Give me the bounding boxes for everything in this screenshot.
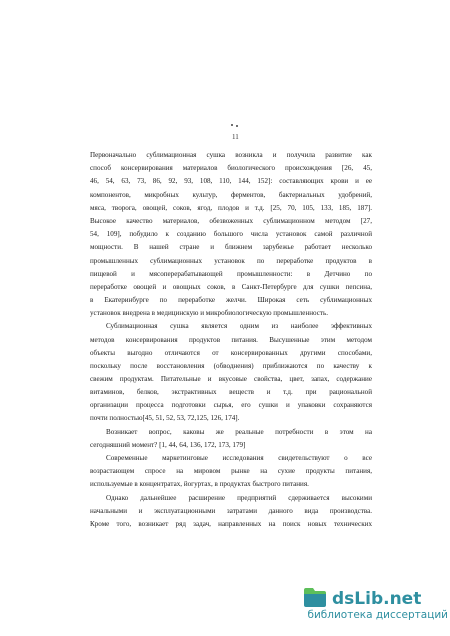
page-number: 11 bbox=[232, 133, 239, 141]
text-line: организации процесса подготовки сырья, его сушки и упаковки сохраняются bbox=[90, 401, 372, 409]
text-line: почти полностью[45, 51, 52, 53, 72,125, 126, 174]. bbox=[90, 414, 240, 422]
text-line: Современные маркетинговые исследования свидетельствуют о все bbox=[106, 454, 372, 462]
text-line: Сублимационная сушка является одним из наиболее эффективных bbox=[106, 322, 372, 330]
text-line: начальными и эксплуатационными затратами данного вида производства. bbox=[90, 507, 372, 515]
text-line: Кроме того, возникает ряд задач, направленных на поиск новых технических bbox=[90, 520, 372, 528]
text-line: 54, 109], побудило к созданию большого числа установок самой различной bbox=[90, 230, 372, 238]
dslib-logo bbox=[300, 583, 448, 611]
text-line: возрастающем спросе на мировом рынке на сухие продукты питания, bbox=[90, 467, 372, 475]
text-line: 46, 54, 63, 73, 86, 92, 93, 108, 110, 144, 152]: составляющих крови и ее bbox=[90, 177, 372, 185]
text-line: Первоначально сублимационная сушка возникла и получила развитие как bbox=[90, 151, 372, 159]
text-line: поскольку после восстановления (обводнения) приближаются по качеству к bbox=[90, 362, 372, 370]
text-line: промышленных сублимационных установок по переработке продуктов в bbox=[90, 257, 372, 265]
folder-icon bbox=[304, 588, 326, 607]
text-line: мощности. В нашей стране и ближнем зарубежье работает несколько bbox=[90, 243, 372, 251]
watermark-caption: библиотека диссертаций bbox=[307, 609, 448, 621]
text-line: методов консервирования продуктов питания. Высушенные этим методом bbox=[90, 336, 372, 344]
text-line: мяса, творога, овощей, соков, ягод, плодов и т.д. [25, 70, 105, 133, 185, 187]. bbox=[90, 204, 372, 212]
text-line: способ консервирования материалов биологического происхождения [26, 45, bbox=[90, 164, 372, 172]
svg-text:dsLib.net: dsLib.net bbox=[332, 589, 422, 609]
text-line: переработке овощей и овощных соков, в Санкт-Петербурге для сушки пепсина, bbox=[90, 283, 372, 291]
scan-speck bbox=[231, 124, 233, 126]
text-line: Возникает вопрос, каковы же реальные потребности в этом на bbox=[106, 428, 372, 436]
text-line: используемые в концентратах, йогуртах, в продуктах быстрого питания. bbox=[90, 480, 309, 488]
text-line: компонентов, микробных культур, ферментов, бактериальных удобрений, bbox=[90, 191, 372, 199]
text-line: Высокое качество материалов, обезвоженных сублимационном методом [27, bbox=[90, 217, 372, 225]
scan-speck bbox=[236, 125, 238, 127]
text-line: сегодняшний момент? [1, 44, 64, 136, 172, 173, 179] bbox=[90, 441, 246, 449]
text-line: установок внедрена в медицинскую и микробиологическую промышленность. bbox=[90, 309, 329, 317]
text-line: в Екатеринбурге по переработке желчи. Широкая сеть сублимационных bbox=[90, 296, 372, 304]
text-line: витаминов, белков, экстрактивных веществ и т.д. при рациональной bbox=[90, 388, 372, 396]
text-line: объекты выгодно отличаются от консервированных другими способами, bbox=[90, 349, 372, 357]
dslib-watermark bbox=[300, 583, 448, 629]
text-line: свежим продуктам. Питательные и вкусовые свойства, цвет, запах, содержание bbox=[90, 375, 372, 383]
text-line: Однако дальнейшее расширение предприятий сдерживается высокими bbox=[106, 494, 372, 502]
text-line: пищевой и мясоперерабатывающей промышленности: в Детчино по bbox=[90, 270, 372, 278]
